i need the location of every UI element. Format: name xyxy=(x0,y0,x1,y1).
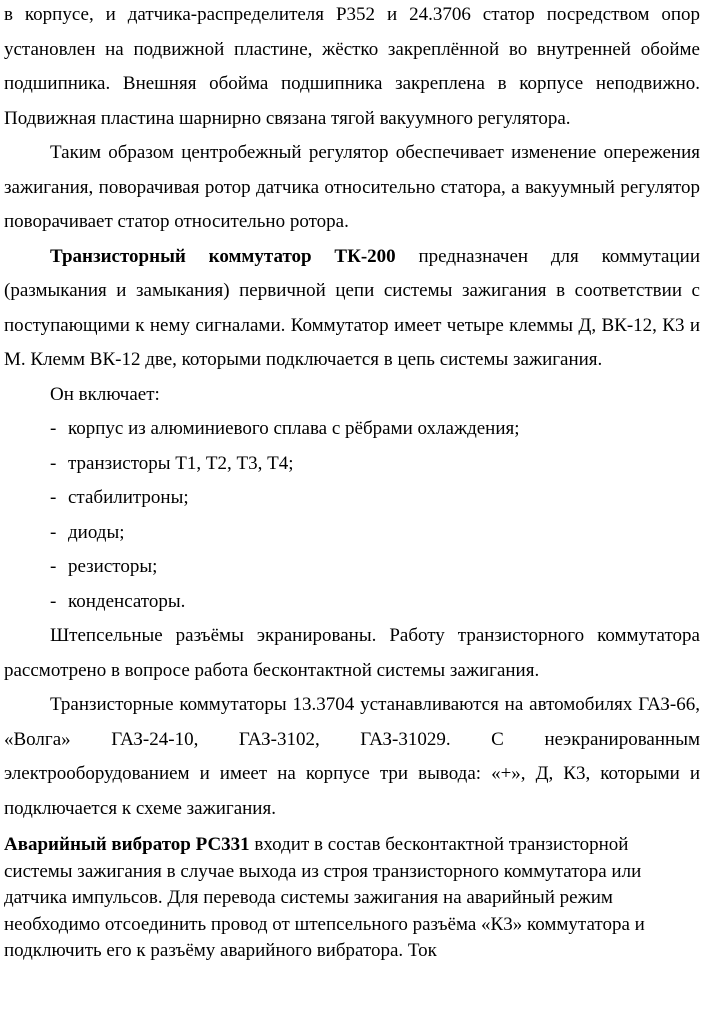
paragraph-centrifugal-regulator: Таким образом центробежный регулятор обеспечивает изменение опережения зажигания, поворачивая ротор датчика относительно статора, а вакуумный регулятор поворачивает статор относительно ротора. xyxy=(4,142,700,232)
components-list xyxy=(4,412,700,619)
paragraph-transistor-commutator-text: предназначен для коммутации (размыкания и замыкания) первичной цепи системы зажигания в соответствии с поступающими к нему сигналами. Коммутатор имеет четыре клеммы Д, ВК-12, К3 и М. Клемм ВК-12 две, которыми подключается в цепь системы зажигания. xyxy=(4,245,700,370)
list-item-text: диоды; xyxy=(68,521,125,543)
list-dash: - xyxy=(50,590,57,612)
list-item xyxy=(4,585,700,620)
list-item-text: резисторы; xyxy=(68,556,158,577)
paragraph-includes: Он включает: xyxy=(50,383,160,405)
list-item-text: транзисторы Т1, Т2, Т3, Т4; xyxy=(68,452,294,474)
paragraph-stator-mounting: в корпусе, и датчика-распределителя Р352 и 24.3706 статор посредством опор установлен на подвижной пластине, жёстко закреплённой во внутренней обойме подшипника. Внешняя обойма подшипника закреплена в корпусе неподвижно. Подвижная пластина шарнирно связана тягой вакуумного регулятора. xyxy=(4,4,700,129)
heading-transistor-commutator: Транзисторный коммутатор ТК-200 xyxy=(50,245,396,267)
paragraph-emergency-vibrator-text: входит в состав бесконтактной транзисторной системы зажигания в случае выхода из строя транзисторного коммутатора или датчика импульсов. Для перевода системы зажигания на аварийный режим необходимо отсоединить провод от штепсельного разъёма «К3» коммутатора и подключить его к разъёму аварийного вибратора. Ток xyxy=(4,834,645,961)
list-item-text: конденсаторы. xyxy=(68,590,186,612)
list-item xyxy=(4,550,700,585)
list-item xyxy=(4,516,700,551)
paragraph-transistor-commutator xyxy=(4,240,700,378)
list-dash: - xyxy=(50,521,57,543)
paragraph-commutators-13-3704: Транзисторные коммутаторы 13.3704 устанавливаются на автомобилях ГАЗ-66, «Волга» ГАЗ-24-10, ГАЗ-3102, ГАЗ-31029. С неэкранированным электрооборудованием и имеет на корпусе три вывода: «+», Д, К3, которыми и подключается к схеме зажигания. xyxy=(4,694,700,819)
heading-emergency-vibrator: Аварийный вибратор РС331 xyxy=(4,834,250,855)
list-item-text: корпус из алюминиевого сплава с рёбрами охлаждения; xyxy=(68,418,520,439)
list-dash: - xyxy=(50,452,57,474)
list-item-text: стабилитроны; xyxy=(68,487,189,508)
list-item xyxy=(4,481,700,516)
list-dash: - xyxy=(50,487,57,508)
list-dash: - xyxy=(50,418,57,439)
list-dash: - xyxy=(50,556,57,577)
paragraph-emergency-vibrator xyxy=(4,832,700,965)
list-item xyxy=(4,447,700,482)
paragraph-shielded-connectors: Штепсельные разъёмы экранированы. Работу транзисторного коммутатора рассмотрено в вопросе работа бесконтактной системы зажигания. xyxy=(4,625,700,681)
list-item xyxy=(4,412,700,447)
